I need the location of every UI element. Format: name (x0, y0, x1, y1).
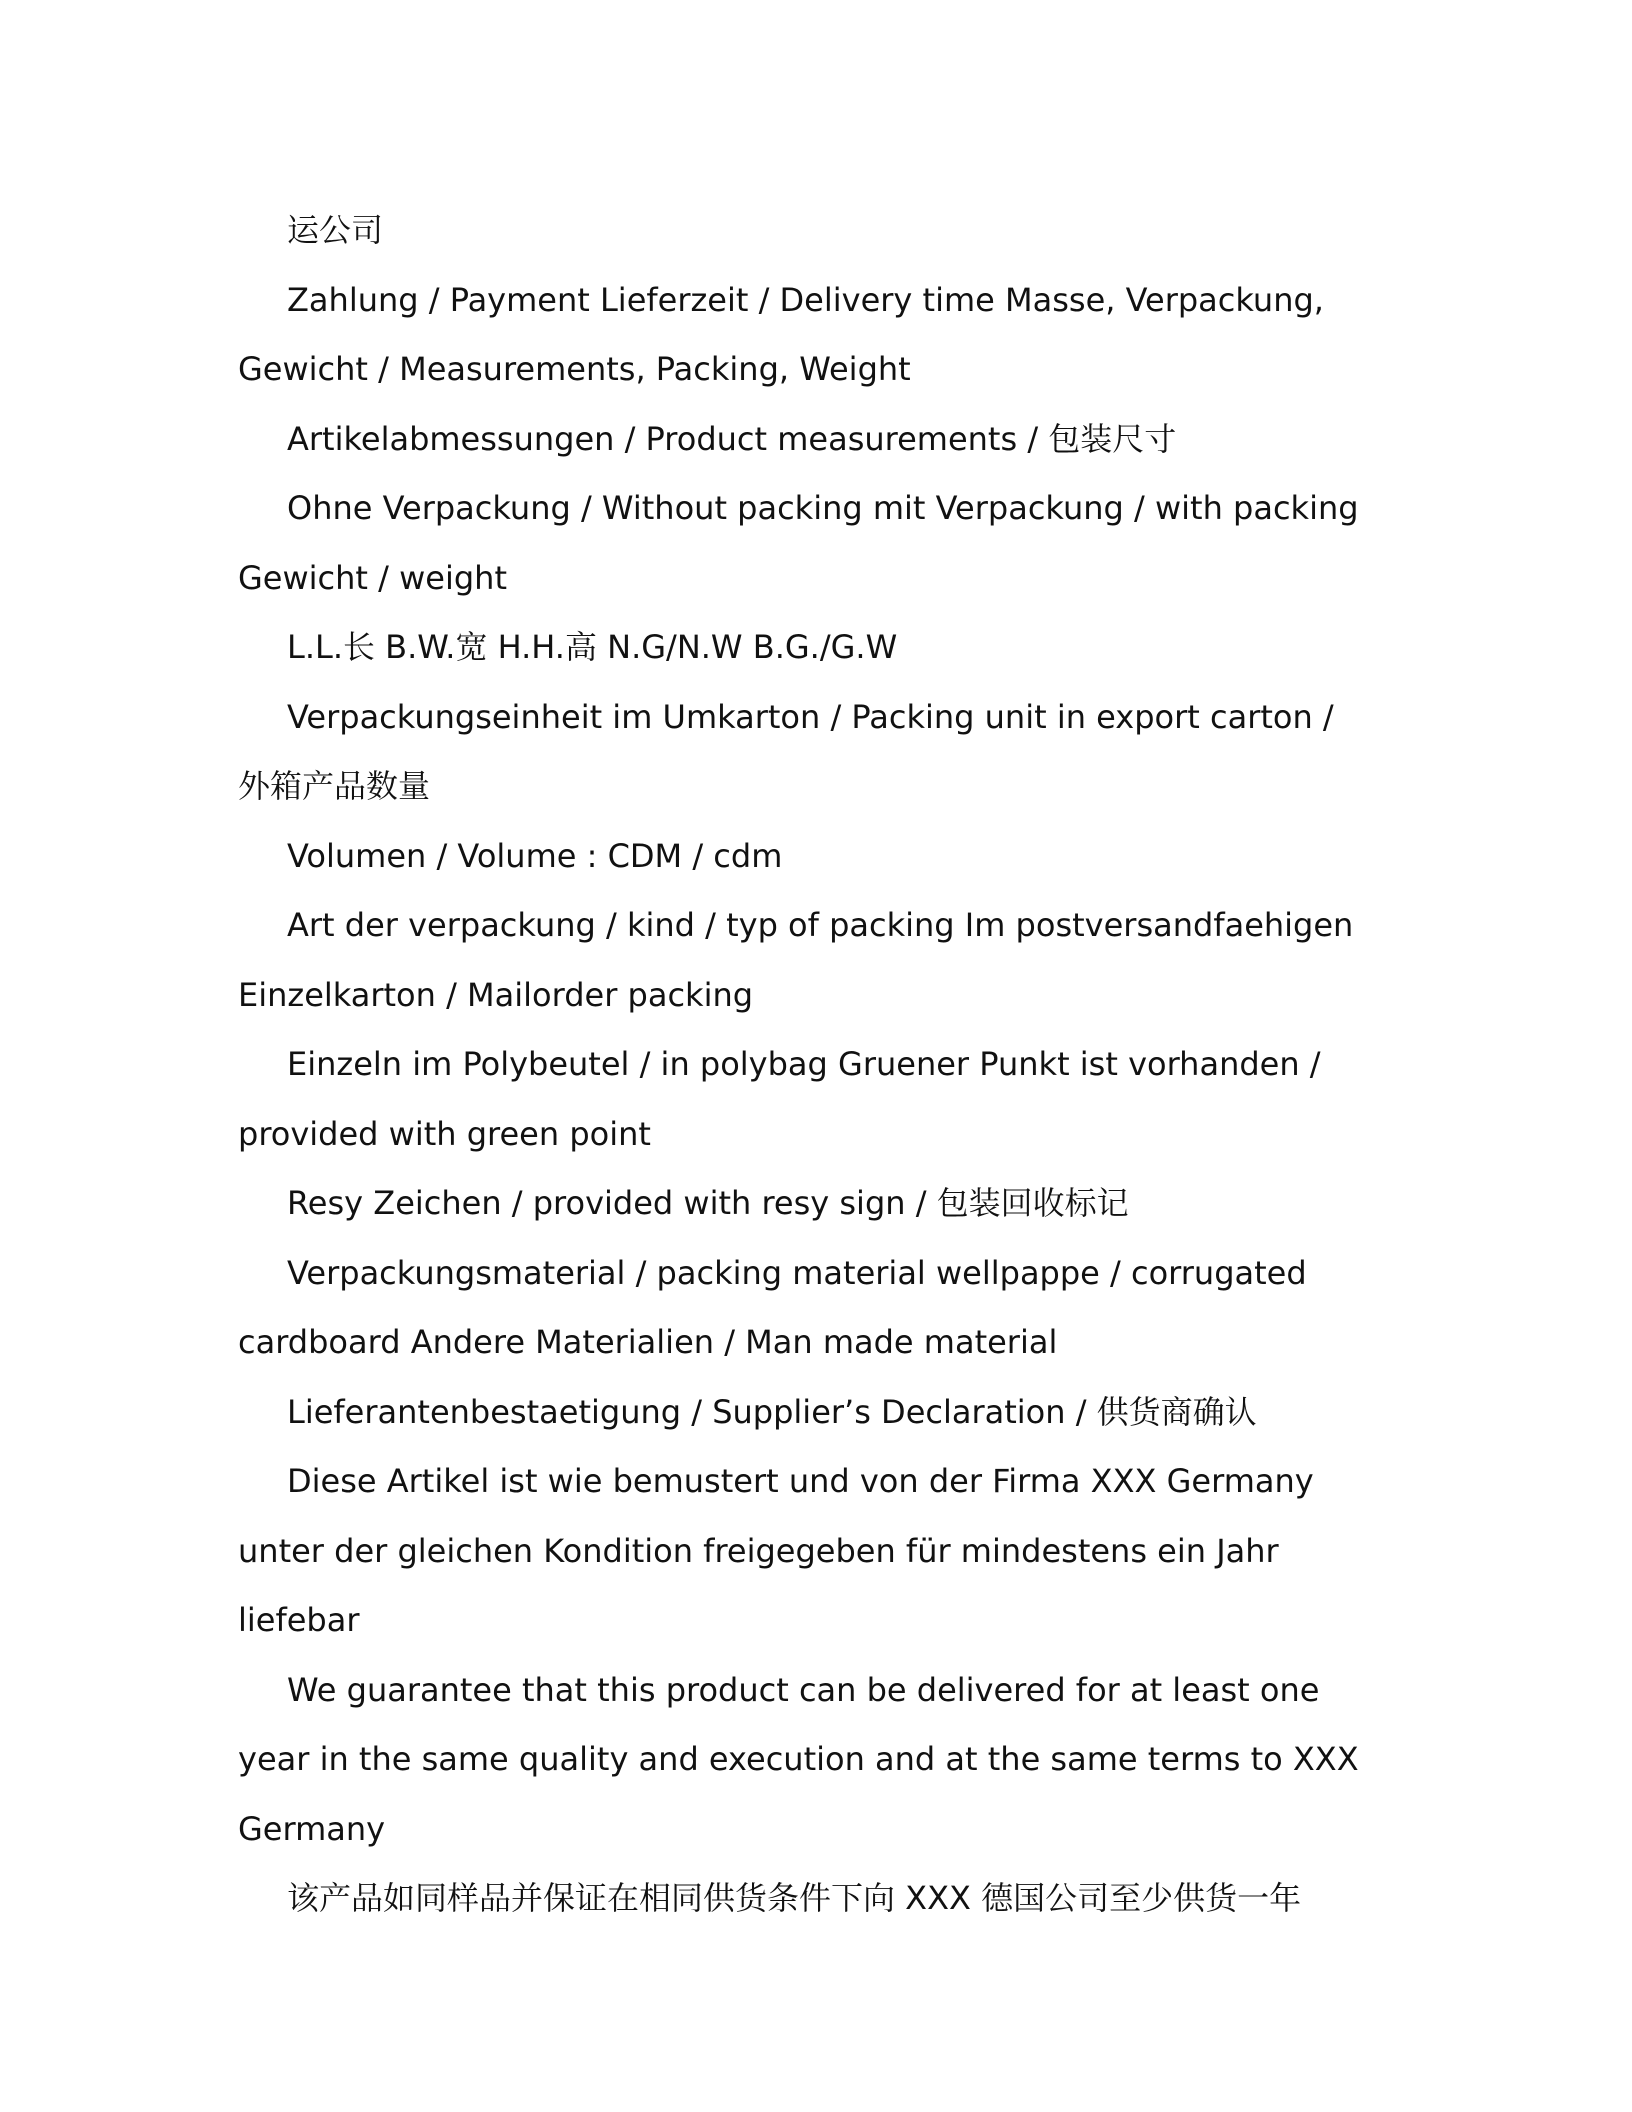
paragraph-packing-weight: Ohne Verpackung / Without packing mit Verpackung / with packing Gewicht / weight (238, 489, 1359, 597)
paragraph-resy-sign: Resy Zeichen / provided with resy sign / 包装回收标记 (287, 1184, 1129, 1222)
paragraph-polybag-green-point: Einzeln im Polybeutel / in polybag Gruener Punkt ist vorhanden / provided with green point (238, 1045, 1321, 1153)
paragraph-volume: Volumen / Volume : CDM / cdm (287, 836, 783, 875)
paragraph-dimension-codes: L.L.长 B.W.宽 H.H.高 N.G/N.W B.G./G.W (287, 628, 898, 666)
paragraph-packing-type: Art der verpackung / kind / typ of packing Im postversandfaehigen Einzelkarton / Mailorder packing (238, 906, 1354, 1014)
paragraph-supplier-declaration: Lieferantenbestaetigung / Supplier’s Declaration / 供货商确认 (287, 1392, 1257, 1431)
paragraph-product-measurements: Artikelabmessungen / Product measurements / 包装尺寸 (287, 419, 1177, 458)
paragraph-fragment-heading: 运公司 (287, 211, 384, 249)
paragraph-german-guarantee: Diese Artikel ist wie bemustert und von der Firma XXX Germany unter der gleichen Kondition freigegeben für mindestens ein Jahr liefebar (238, 1462, 1314, 1639)
paragraph-english-guarantee: We guarantee that this product can be delivered for at least one year in the same quality and execution and at the same terms to XXX Germany (238, 1670, 1359, 1848)
document-body (238, 196, 1368, 1934)
paragraph-payment-delivery: Zahlung / Payment Lieferzeit / Delivery time Masse, Verpackung, Gewicht / Measurements, Packing, Weight (238, 280, 1324, 388)
paragraph-packing-material: Verpackungsmaterial / packing material wellpappe / corrugated cardboard Andere Materialien / Man made material (238, 1253, 1307, 1361)
paragraph-packing-unit: Verpackungseinheit im Umkarton / Packing unit in export carton / 外箱产品数量 (238, 697, 1334, 805)
paragraph-chinese-guarantee: 该产品如同样品并保证在相同供货条件下向 XXX 德国公司至少供货一年 (287, 1879, 1302, 1917)
